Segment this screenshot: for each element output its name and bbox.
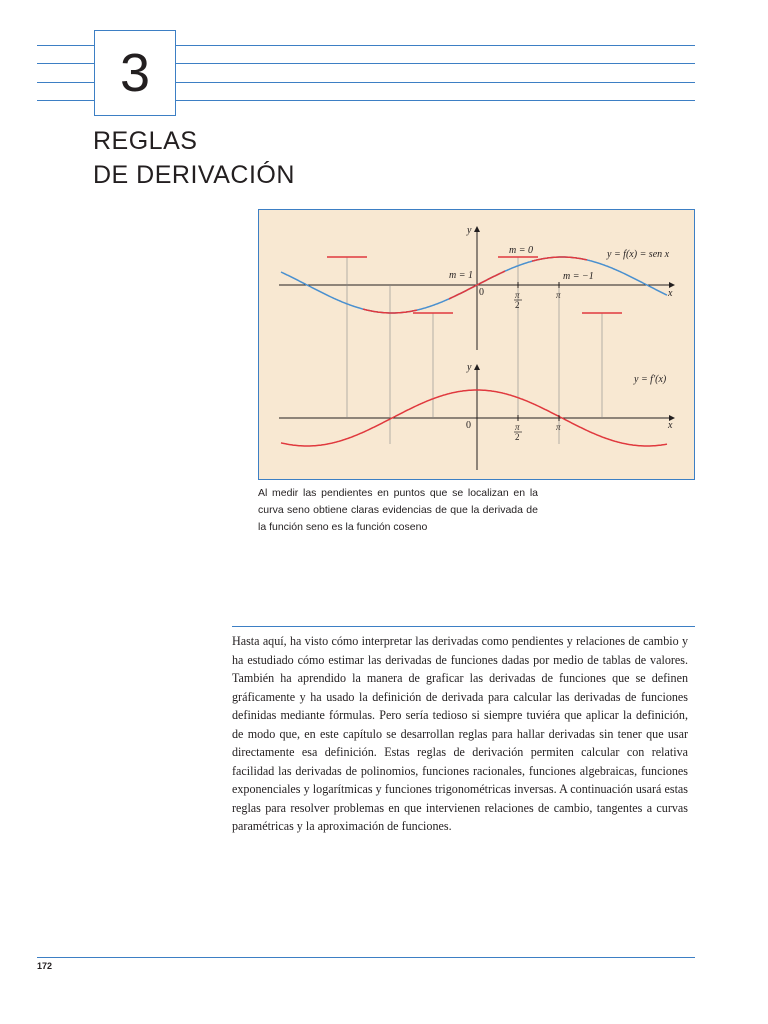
- footer-rule: [37, 957, 695, 958]
- chapter-title-line1: REGLAS: [93, 127, 198, 155]
- top-pi-half-num: π: [515, 290, 520, 300]
- page-number: 172: [37, 961, 53, 971]
- bottom-pi-half-den: 2: [515, 432, 520, 442]
- top-x-label: x: [668, 288, 673, 299]
- sine-function-label: y = f(x) = sen x: [607, 249, 670, 260]
- bottom-y-label: y: [467, 362, 472, 373]
- bottom-pi-label: π: [556, 422, 561, 432]
- chapter-number: 3: [119, 43, 151, 103]
- bottom-x-label: x: [668, 420, 673, 431]
- top-y-arrow: [474, 226, 480, 232]
- chapter-number-box: [94, 30, 176, 116]
- bottom-origin-label: 0: [466, 420, 471, 431]
- derivative-figure: [259, 210, 696, 481]
- chapter-title: [93, 124, 295, 192]
- sine-negative-slope-segment: [532, 257, 587, 261]
- chapter-title-line2: DE DERIVACIÓN: [93, 161, 295, 189]
- top-y-label: y: [467, 225, 472, 236]
- bottom-y-arrow: [474, 364, 480, 370]
- cosine-function-label: y = f′(x): [634, 374, 667, 385]
- figure-panel: [258, 209, 695, 480]
- figure-caption: Al medir las pendientes en puntos que se localizan en la curva seno obtiene claras evidencias de que la derivada de la función seno es la función coseno: [258, 487, 538, 533]
- body-top-rule: [232, 626, 695, 627]
- top-pi-label: π: [556, 290, 561, 300]
- top-origin-label: 0: [479, 287, 484, 298]
- bottom-pi-half-num: π: [515, 422, 520, 432]
- slope-label-m0: m = 0: [509, 245, 533, 256]
- intro-paragraph: Hasta aquí, ha visto cómo interpretar las derivadas como pendientes y relaciones de cambio y ha estudiado cómo estimar las derivadas de funciones dadas por medio de tablas de valores. También ha aprendido la manera de graficar las derivadas de funciones que se definen gráficamente y ha usado la definición de derivada para calcular las derivadas de funciones definidas mediante fórmulas. Pero sería tedioso si siempre tuviéra que aplicar la definición, de modo que, en este capítulo se desarrollan reglas para hallar derivadas sin tener que usar directamente esa definición. Estas reglas de derivación permiten calcular con relativa facilidad las derivadas de polinomios, funciones racionales, funciones algebraicas, funciones exponenciales y logarítmicas y funciones trigonométricas inversas. A continuación usará estas reglas para resolver problemas en que intervienen relaciones de cambio, tangentes a curvas paramétricas y la aproximación de funciones.: [232, 634, 688, 833]
- slope-label-mneg1: m = −1: [563, 271, 594, 282]
- top-pi-half-den: 2: [515, 300, 520, 310]
- slope-label-m1: m = 1: [449, 270, 473, 281]
